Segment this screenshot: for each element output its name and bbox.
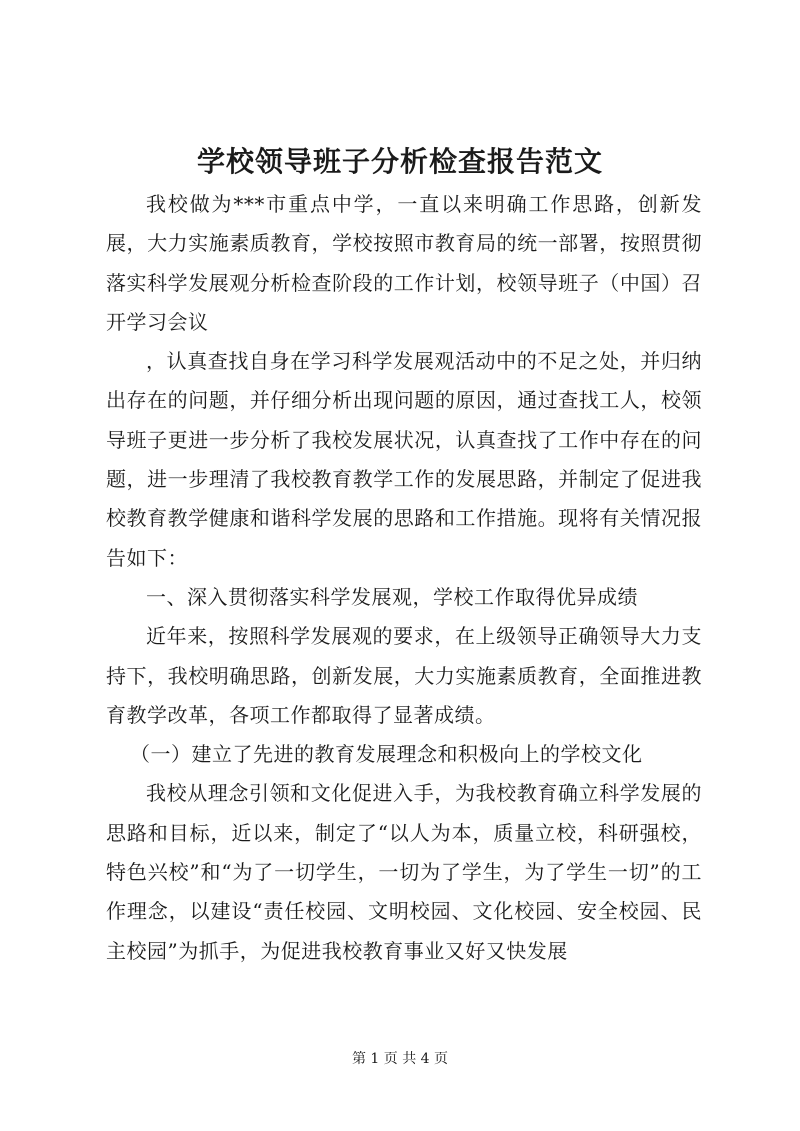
document-title: 学校领导班子分析检查报告范文 (196, 145, 603, 178)
page-number: 第 1 页 共 4 页 (351, 1051, 449, 1067)
paragraph-findings: ，认真查找自身在学习科学发展观活动中的不足之处，并归纳出存在的问题，并仔细分析出现问题的原因，通过查找工人，校领导班子更进一步分析了我校发展状况，认真查找了工作中存在的问题，进一步理清了我校教育教学工作的发展思路，并制定了促进我校教育教学健康和谐科学发展的思路和工作措施。现将有关情况报告如下： (106, 349, 702, 570)
paragraph-achievements: 近年来，按照科学发展观的要求，在上级领导正确领导大力支持下，我校明确思路，创新发展，大力实施素质教育，全面推进教育教学改革，各项工作都取得了显著成绩。 (106, 624, 702, 727)
paragraph-culture: 我校从理念引领和文化促进入手，为我校教育确立科学发展的思路和目标，近以来，制定了“以人为本，质量立校，科研强校，特色兴校”和“为了一切学生，一切为了学生，为了学生一切”的工作理念，以建设“责任校园、文明校园、文化校园、安全校园、民主校园”为抓手，为促进我校教育事业又好又快发展 (106, 781, 702, 963)
document-body (106, 185, 702, 971)
section-heading: 一、深入贯彻落实科学发展观，学校工作取得优异成绩 (146, 584, 638, 609)
paragraph-intro: 我校做为***市重点中学，一直以来明确工作思路，创新发展，大力实施素质教育，学校按照市教育局的统一部署，按照贯彻落实科学发展观分析检查阶段的工作计划，校领导班子（中国）召开学习会议 (106, 192, 702, 334)
subsection-heading: （一）建立了先进的教育发展理念和积极向上的学校文化 (130, 742, 643, 767)
